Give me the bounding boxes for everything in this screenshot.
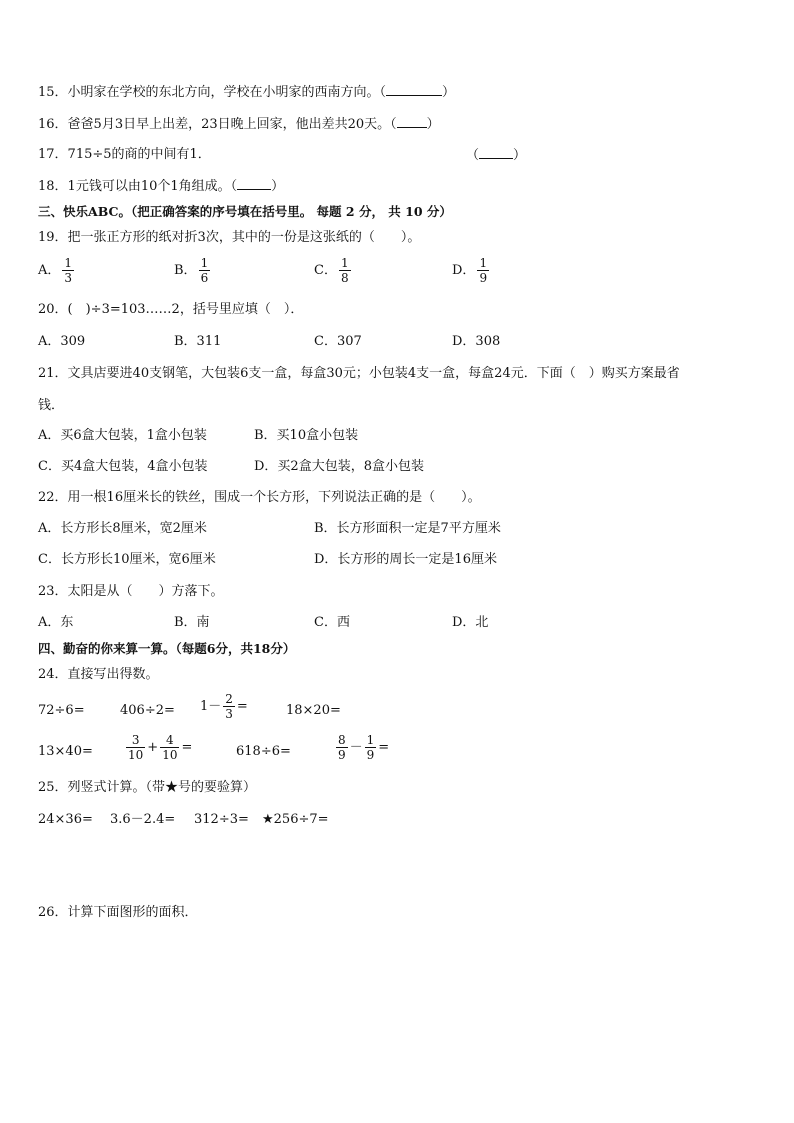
question-15-text: 15．小明家在学校的东北方向，学校在小明家的西南方向。（ xyxy=(38,85,387,100)
q20-option-c[interactable]: C．307 xyxy=(314,334,362,349)
q22-option-c[interactable]: C．长方形长10厘米，宽6厘米 xyxy=(38,552,216,567)
calc-3-10-plus-4-10 xyxy=(124,733,192,762)
question-17 xyxy=(38,147,211,163)
denominator: 10 xyxy=(128,748,144,762)
calc-13-times-40: 13×40= xyxy=(38,744,93,759)
calc-24-times-36: 24×36= xyxy=(38,812,93,827)
denominator: 3 xyxy=(64,271,73,285)
fraction xyxy=(126,733,145,762)
q23-option-d[interactable]: D．北 xyxy=(452,615,489,630)
calc-star-256-div-7: ★256÷7= xyxy=(262,812,329,827)
operator: － xyxy=(349,740,363,755)
question-15 xyxy=(38,84,455,101)
calc-312-div-3: 312÷3= xyxy=(194,812,249,827)
denominator: 10 xyxy=(162,748,178,762)
paren-close: ） xyxy=(426,117,440,132)
fraction xyxy=(365,733,377,762)
q21-option-b[interactable]: B．买10盒小包装 xyxy=(254,428,359,443)
q23-option-a[interactable]: A．东 xyxy=(38,615,74,630)
q19-option-a[interactable] xyxy=(38,256,76,285)
fraction xyxy=(477,256,489,285)
question-20-stem: 20．( )÷3=103……2，括号里应填（ ）． xyxy=(38,302,304,317)
option-label: B． xyxy=(174,263,197,278)
q20-option-a[interactable]: A．309 xyxy=(38,334,86,349)
operator: + xyxy=(147,740,159,755)
calc-8-9-minus-1-9 xyxy=(334,733,389,762)
option-label: C． xyxy=(314,263,337,278)
question-16-text: 16．爸爸5月3日早上出差，23日晚上回家，他出差共20天。（ xyxy=(38,117,397,132)
fraction xyxy=(336,733,348,762)
numerator: 1 xyxy=(64,256,73,270)
answer-paren-17 xyxy=(466,147,526,164)
q21-option-a[interactable]: A．买6盒大包装，1盒小包装 xyxy=(38,428,207,443)
q22-option-a[interactable]: A．长方形长8厘米，宽2厘米 xyxy=(38,521,207,536)
numerator: 2 xyxy=(225,692,233,706)
denominator: 8 xyxy=(340,271,349,285)
calc-406-div-2: 406÷2= xyxy=(120,703,175,718)
q22-option-b[interactable]: B．长方形面积一定是7平方厘米 xyxy=(314,521,501,536)
paren-close: ） xyxy=(442,85,456,100)
question-25-stem: 25．列竖式计算。（带★号的要验算） xyxy=(38,780,257,795)
calc-1-minus-2-3 xyxy=(200,692,248,721)
question-19-stem: 19．把一张正方形的纸对折3次，其中的一份是这张纸的（ ）。 xyxy=(38,230,421,245)
answer-blank-16[interactable] xyxy=(397,116,427,128)
calc-18-times-20: 18×20= xyxy=(286,703,341,718)
equals: = xyxy=(378,740,390,755)
numerator: 1 xyxy=(340,256,349,270)
fraction xyxy=(223,692,235,721)
equals: = xyxy=(236,699,248,714)
denominator: 9 xyxy=(366,748,375,762)
numerator: 1 xyxy=(479,256,488,270)
section-3-heading: 三、快乐ABC。（把正确答案的序号填在括号里。 每题 2 分， 共 10 分） xyxy=(38,204,452,219)
q20-option-b[interactable]: B．311 xyxy=(174,334,222,349)
fraction xyxy=(160,733,179,762)
numerator: 1 xyxy=(200,256,209,270)
q19-option-c[interactable] xyxy=(314,256,353,285)
option-label: A． xyxy=(38,263,61,278)
denominator: 6 xyxy=(200,271,209,285)
numerator: 4 xyxy=(166,733,174,747)
question-23-stem: 23．太阳是从（ ）方落下。 xyxy=(38,584,224,599)
question-21-stem-line1: 21．文具店要进40支钢笔，大包装6支一盒，每盒30元；小包装4支一盒，每盒24元．下面（ ）购买方案最省 xyxy=(38,366,680,381)
q19-option-b[interactable] xyxy=(174,256,212,285)
q19-option-d[interactable] xyxy=(452,256,491,285)
question-21-stem-line2: 钱． xyxy=(38,398,65,413)
question-26-stem: 26．计算下面图形的面积． xyxy=(38,905,198,920)
expr-text: 1－ xyxy=(200,699,222,714)
q21-option-d[interactable]: D．买2盒大包装，8盒小包装 xyxy=(254,459,424,474)
denominator: 9 xyxy=(338,748,346,762)
calc-72-div-6: 72÷6= xyxy=(38,703,85,718)
denominator: 9 xyxy=(479,271,488,285)
equals: = xyxy=(181,740,193,755)
q20-option-d[interactable]: D．308 xyxy=(452,334,501,349)
fraction xyxy=(339,256,351,285)
question-16 xyxy=(38,116,440,133)
question-22-stem: 22．用一根16厘米长的铁丝，围成一个长方形，下列说法正确的是（ ）。 xyxy=(38,490,481,505)
q23-option-c[interactable]: C．西 xyxy=(314,615,350,630)
question-18 xyxy=(38,178,284,195)
paren-close: ） xyxy=(271,179,285,194)
fraction xyxy=(199,256,211,285)
answer-blank-17[interactable] xyxy=(479,147,513,159)
denominator: 3 xyxy=(225,707,233,721)
question-17-text: 17．715÷5的商的中间有1． xyxy=(38,147,211,162)
section-4-heading: 四、勤奋的你来算一算。（每题6分，共18分） xyxy=(38,641,296,656)
option-label: D． xyxy=(452,263,476,278)
q23-option-b[interactable]: B．南 xyxy=(174,615,210,630)
answer-blank-18[interactable] xyxy=(237,178,271,190)
calc-3.6-minus-2.4: 3.6－2.4= xyxy=(110,812,176,827)
numerator: 3 xyxy=(131,733,140,747)
paren-open: （ xyxy=(466,148,480,163)
numerator: 1 xyxy=(366,733,375,747)
paren-close: ） xyxy=(513,148,527,163)
fraction xyxy=(62,256,74,285)
question-24-stem: 24．直接写出得数。 xyxy=(38,667,159,682)
q22-option-d[interactable]: D．长方形的周长一定是16厘米 xyxy=(314,552,497,567)
q21-option-c[interactable]: C．买4盒大包装，4盒小包装 xyxy=(38,459,208,474)
calc-618-div-6: 618÷6= xyxy=(236,744,291,759)
answer-blank-15[interactable] xyxy=(386,84,442,96)
numerator: 8 xyxy=(338,733,346,747)
question-18-text: 18．1元钱可以由10个1角组成。（ xyxy=(38,179,238,194)
